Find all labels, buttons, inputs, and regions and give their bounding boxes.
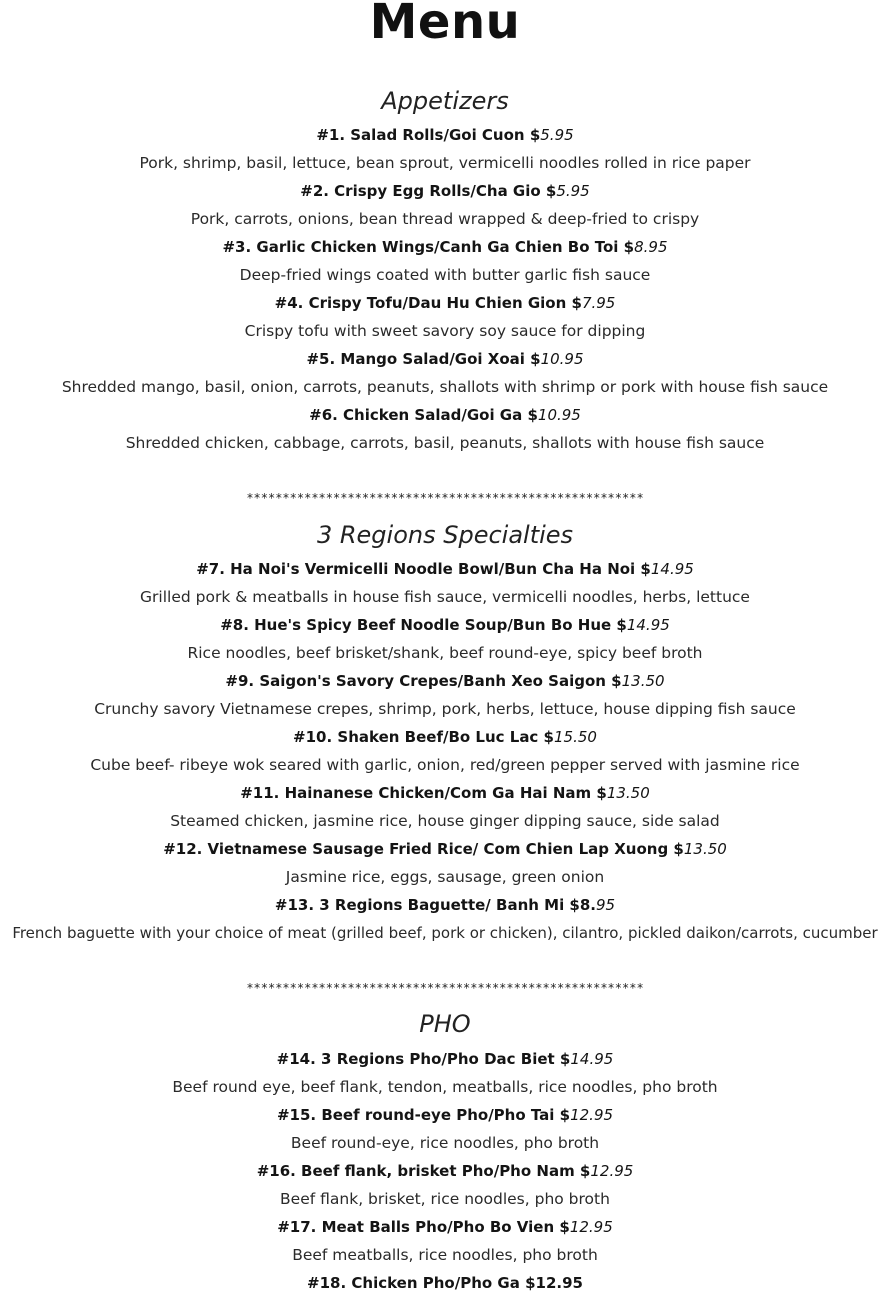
item-price: 5.95 xyxy=(540,126,574,144)
menu-item-name xyxy=(0,1160,890,1182)
item-name-text: #11. Hainanese Chicken/Com Ga Hai Nam $ xyxy=(240,784,607,802)
menu-item-description: French baguette with your choice of meat (grilled beef, pork or chicken), cilantro, pickled daikon/carrots, cucumber xyxy=(12,924,878,942)
menu-item-name xyxy=(0,1216,890,1238)
menu-item-description: Pork, carrots, onions, bean thread wrapped & deep-fried to crispy xyxy=(190,210,700,228)
item-price: 7.95 xyxy=(581,294,616,312)
item-name-text: #14. 3 Regions Pho/Pho Dac Biet $ xyxy=(276,1050,571,1068)
item-price: 14.95 xyxy=(570,1050,614,1068)
menu-item-name xyxy=(0,726,890,748)
menu-item-name xyxy=(0,1048,890,1070)
menu-item-description: Crispy tofu with sweet savory soy sauce for dipping xyxy=(244,322,646,340)
item-name-text: #5. Mango Salad/Goi Xoai $ xyxy=(306,350,541,368)
item-price: 8.95 xyxy=(634,238,668,256)
item-name-text: #8. Hue's Spicy Beef Noodle Soup/Bun Bo Hue $ xyxy=(220,616,627,634)
menu-item-name xyxy=(0,1104,890,1126)
item-name-text: #3. Garlic Chicken Wings/Canh Ga Chien Bo Toi $ xyxy=(222,238,635,256)
item-name-text: #12. Vietnamese Sausage Fried Rice/ Com Chien Lap Xuong $ xyxy=(163,840,684,858)
menu-item-description: Grilled pork & meatballs in house fish sauce, vermicelli noodles, herbs, lettuce xyxy=(140,588,750,606)
menu-item-description: Crunchy savory Vietnamese crepes, shrimp, pork, herbs, lettuce, house dipping fish sauce xyxy=(94,700,796,718)
item-name-text: #9. Saigon's Savory Crepes/Banh Xeo Saigon $ xyxy=(225,672,622,690)
menu-item-description: Beef round-eye, rice noodles, pho broth xyxy=(290,1134,600,1152)
item-name-text: #2. Crispy Egg Rolls/Cha Gio $ xyxy=(300,182,557,200)
section-title-specialties: 3 Regions Specialties xyxy=(316,521,574,549)
item-price: 12.95 xyxy=(590,1162,634,1180)
menu-item-description: Beef meatballs, rice noodles, pho broth xyxy=(292,1246,598,1264)
menu-item-description: Deep-fried wings coated with butter garlic fish sauce xyxy=(239,266,651,284)
menu-item-name xyxy=(0,236,890,258)
item-price: 10.95 xyxy=(540,350,584,368)
menu-item-description: Rice noodles, beef brisket/shank, beef round-eye, spicy beef broth xyxy=(187,644,703,662)
item-name-text: #17. Meat Balls Pho/Pho Bo Vien $ xyxy=(277,1218,570,1236)
section-divider: ******************************************************* xyxy=(246,491,644,505)
menu-item-description: Beef flank, brisket, rice noodles, pho broth xyxy=(280,1190,610,1208)
menu-item-name xyxy=(0,614,890,636)
menu-item-name xyxy=(0,558,890,580)
menu-item-description: Beef round eye, beef flank, tendon, meatballs, rice noodles, pho broth xyxy=(172,1078,718,1096)
menu-item-name xyxy=(0,670,890,692)
item-price: 15.50 xyxy=(554,728,597,746)
menu-item-description: Shredded chicken, cabbage, carrots, basil, peanuts, shallots with house fish sauce xyxy=(125,434,765,452)
item-name-text: #13. 3 Regions Baguette/ Banh Mi $8. xyxy=(274,896,597,914)
section-title-pho: PHO xyxy=(419,1010,471,1038)
menu-item-name xyxy=(0,1272,890,1294)
menu-item-name xyxy=(0,292,890,314)
menu-item-description: Steamed chicken, jasmine rice, house ginger dipping sauce, side salad xyxy=(170,812,720,830)
item-price: 13.50 xyxy=(683,840,727,858)
item-price: 14.95 xyxy=(626,616,670,634)
item-name-text: #10. Shaken Beef/Bo Luc Lac $ xyxy=(293,728,554,746)
item-price: 5.95 xyxy=(556,182,590,200)
menu-item-name xyxy=(0,838,890,860)
menu-item-name xyxy=(0,894,890,916)
item-name-text: #4. Crispy Tofu/Dau Hu Chien Gion $ xyxy=(274,294,582,312)
item-price: 14.95 xyxy=(650,560,694,578)
menu-item-description: Jasmine rice, eggs, sausage, green onion xyxy=(285,868,605,886)
item-name-text: #18. Chicken Pho/Pho Ga $12.95 xyxy=(307,1274,583,1292)
menu-item-description: Pork, shrimp, basil, lettuce, bean sprout, vermicelli noodles rolled in rice paper xyxy=(139,154,751,172)
item-name-text: #1. Salad Rolls/Goi Cuon $ xyxy=(316,126,541,144)
menu-item-name xyxy=(0,782,890,804)
item-price: 95 xyxy=(596,896,616,914)
menu-item-description: Cube beef- ribeye wok seared with garlic, onion, red/green pepper served with jasmine rice xyxy=(90,756,800,774)
item-name-text: #16. Beef flank, brisket Pho/Pho Nam $ xyxy=(256,1162,591,1180)
item-price: 12.95 xyxy=(569,1218,613,1236)
item-name-text: #15. Beef round-eye Pho/Pho Tai $ xyxy=(276,1106,571,1124)
item-price: 10.95 xyxy=(537,406,581,424)
menu-item-name xyxy=(0,124,890,146)
menu-item-name xyxy=(0,404,890,426)
section-divider: ******************************************************* xyxy=(246,981,644,995)
page-title: Menu xyxy=(369,0,521,50)
item-price: 13.50 xyxy=(606,784,650,802)
item-price: 12.95 xyxy=(570,1106,614,1124)
item-name-text: #7. Ha Noi's Vermicelli Noodle Bowl/Bun Cha Ha Noi $ xyxy=(196,560,651,578)
menu-item-name xyxy=(0,348,890,370)
section-title-appetizers: Appetizers xyxy=(381,87,509,115)
item-name-text: #6. Chicken Salad/Goi Ga $ xyxy=(309,406,538,424)
menu-item-description: Shredded mango, basil, onion, carrots, peanuts, shallots with shrimp or pork with house fish sauce xyxy=(61,378,829,396)
item-price: 13.50 xyxy=(621,672,665,690)
menu-item-name xyxy=(0,180,890,202)
